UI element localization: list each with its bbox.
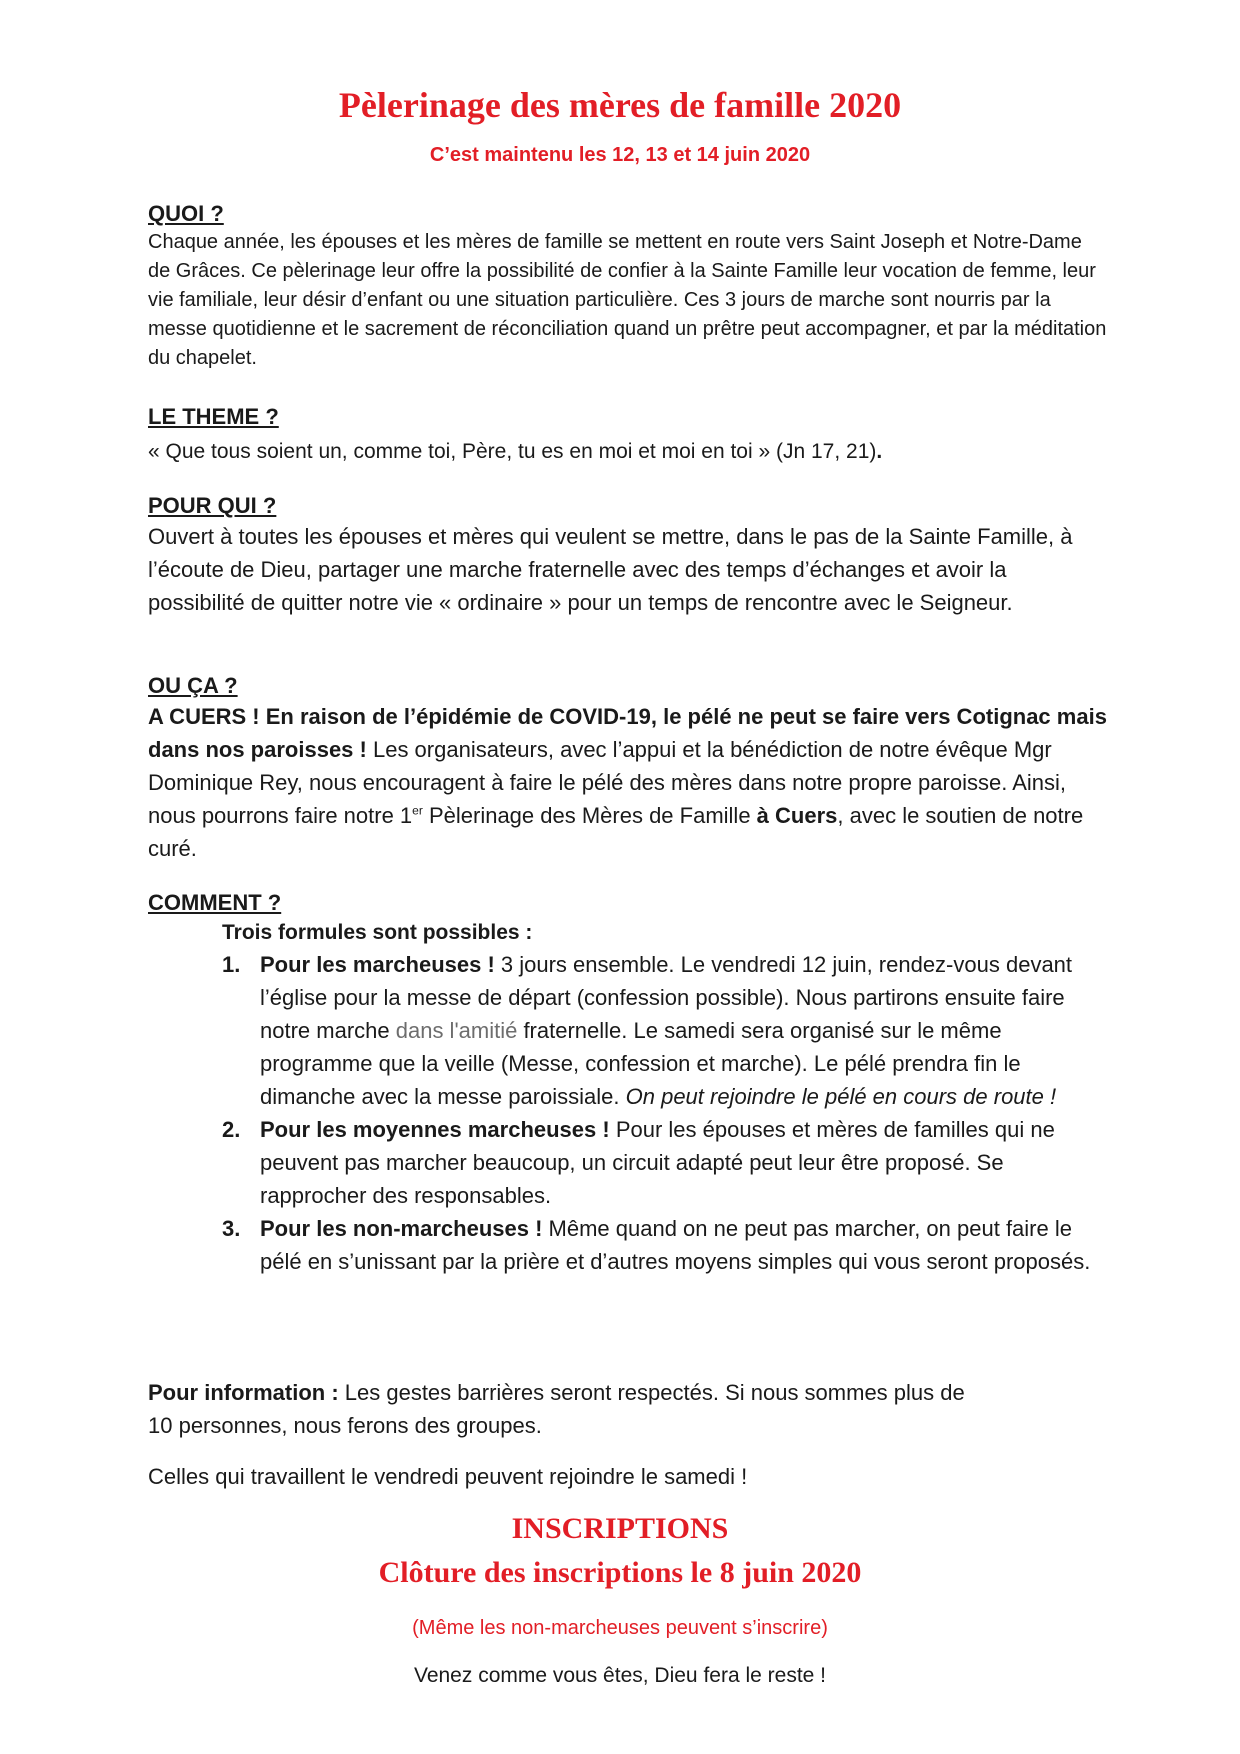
list-item-text: Même quand on ne peut pas marcher, on peut faire le pélé en s’unissant par la prière et d’autres moyens simples qui vous seront proposés. — [260, 1216, 1091, 1274]
section-text-pour-qui: Ouvert à toutes les épouses et mères qui veulent se mettre, dans le pas de la Sainte Famille, à l’écoute de Dieu, partager une marche fraternelle avec des temps d’échanges et avoir la possibilité de quitter notre vie « ordinaire » pour un temps de rencontre avec le Seigneur. — [148, 524, 1073, 615]
section-comment — [148, 889, 1108, 917]
info-text-1: Les gestes barrières seront respectés. Si nous sommes plus de — [338, 1380, 965, 1405]
section-ou-ca — [148, 672, 1108, 865]
section-pour-qui — [148, 492, 1108, 619]
ou-ca-text-3: , avec le soutien de notre curé. — [148, 803, 1084, 861]
theme-period: . — [876, 440, 883, 463]
ou-ca-text-1: Les organisateurs, avec l’appui et la bénédiction de notre évêque Mgr Dominique Rey, nous encouragent à faire le pélé des mères dans notre propre paroisse. Ainsi, nous pourrons faire notre 1 — [148, 737, 1067, 828]
list-item-bold: Pour les moyennes marcheuses ! — [260, 1117, 610, 1142]
formulas-lead: Trois formules sont possibles : — [222, 921, 533, 944]
ou-ca-bold-intro: A CUERS ! En raison de l’épidémie de COVID-19, le pélé ne peut se faire vers Cotignac mais dans nos paroisses ! — [148, 704, 1107, 762]
section-heading-theme: LE THEME ? — [148, 404, 279, 429]
list-item-bold: Pour les marcheuses ! — [260, 952, 495, 977]
list-item-number: 1. — [222, 952, 241, 977]
friday-note: Celles qui travaillent le vendredi peuvent rejoindre le samedi ! — [148, 1464, 748, 1489]
section-heading-pour-qui: POUR QUI ? — [148, 493, 277, 518]
list-item — [222, 1113, 1102, 1212]
info-label: Pour information : — [148, 1380, 339, 1405]
ou-ca-superscript: er — [412, 803, 423, 818]
info-line-2: 10 personnes, nous ferons des groupes. — [148, 1413, 542, 1438]
list-item — [222, 948, 1102, 1113]
section-heading-comment: COMMENT ? — [148, 890, 282, 915]
section-heading-ou-ca: OU ÇA ? — [148, 673, 238, 698]
list-item-number: 3. — [222, 1216, 241, 1241]
ou-ca-bold-place: à Cuers — [756, 803, 838, 828]
section-heading-quoi: QUOI ? — [148, 201, 224, 226]
section-theme — [148, 403, 1108, 467]
inscriptions-closing-date: Clôture des inscriptions le 8 juin 2020 — [378, 1556, 862, 1589]
list-item-text: Pour les épouses et mères de familles qui ne peuvent pas marcher beaucoup, un circuit adapté peut leur être proposé. Se rapprocher des responsables. — [260, 1117, 1055, 1208]
page-subtitle: C’est maintenu les 12, 13 et 14 juin 2020 — [429, 144, 811, 166]
section-text-theme — [148, 437, 1108, 467]
ou-ca-text-2: Pèlerinage des Mères de Famille — [422, 803, 757, 828]
inscriptions-note: (Même les non-marcheuses peuvent s’inscrire) — [412, 1617, 828, 1639]
list-item-grey-text: dans l'amitié — [395, 1018, 518, 1043]
info-line-1 — [148, 1376, 1108, 1409]
closing-line: Venez comme vous êtes, Dieu fera le reste ! — [413, 1664, 827, 1687]
list-item-number: 2. — [222, 1117, 241, 1142]
formulas-list — [222, 918, 1102, 1278]
list-item-text-2: fraternelle. Le samedi sera organisé sur le même programme que la veille (Messe, confession et marche). Le pélé prendra fin le dimanche avec la messe paroissiale. — [260, 1018, 1021, 1109]
list-item-text: 3 jours ensemble. Le vendredi 12 juin, rendez-vous devant l’église pour la messe de départ (confession possible). Nous partirons ensuite faire notre marche — [260, 952, 1073, 1043]
list-item-italic: On peut rejoindre le pélé en cours de route ! — [625, 1084, 1057, 1109]
section-quoi — [148, 200, 1108, 373]
section-text-quoi: Chaque année, les épouses et les mères de famille se mettent en route vers Saint Joseph et Notre-Dame de Grâces. Ce pèlerinage leur offre la possibilité de confier à la Sainte Famille leur vocation de femme, leur vie familiale, leur désir d’enfant ou une situation particulière. Ces 3 jours de marche sont nourris par la messe quotidienne et le sacrement de réconciliation quand un prêtre peut accompagner, et par la méditation du chapelet. — [148, 231, 1107, 369]
list-item — [222, 1212, 1102, 1278]
theme-quote: « Que tous soient un, comme toi, Père, tu es en moi et moi en toi » (Jn 17, 21) — [148, 440, 877, 463]
section-text-ou-ca — [148, 700, 1108, 865]
page-title: Pèlerinage des mères de famille 2020 — [338, 85, 902, 125]
section-info — [148, 1376, 1108, 1442]
list-item-bold: Pour les non-marcheuses ! — [260, 1216, 543, 1241]
inscriptions-title: INSCRIPTIONS — [511, 1512, 729, 1545]
